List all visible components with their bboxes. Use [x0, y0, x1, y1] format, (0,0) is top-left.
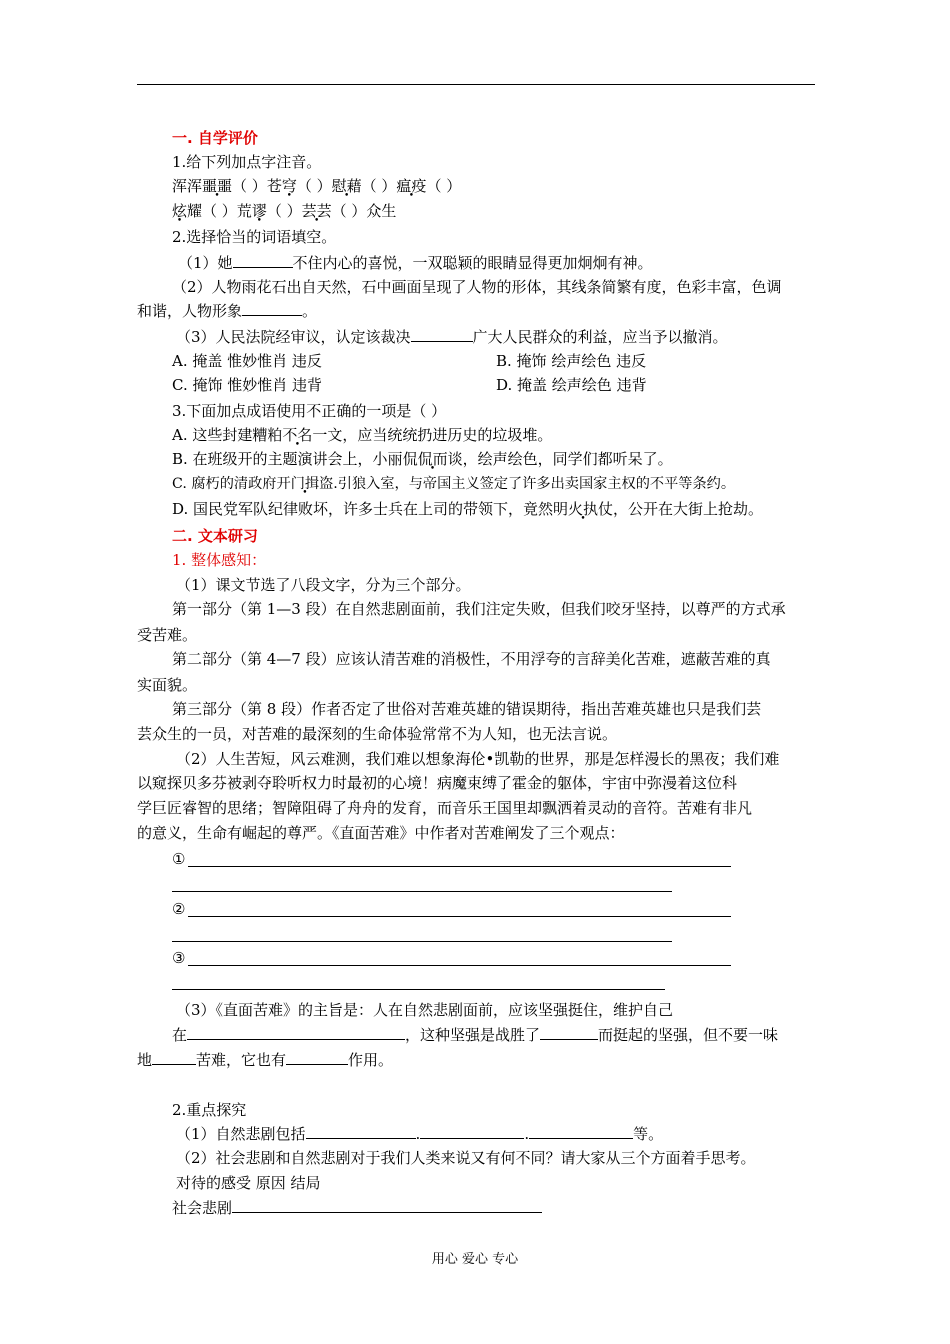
key-question-2-headers: 对待的感受 原因 结局	[176, 1174, 321, 1192]
q2-s2-line2: 和谐，人物形象 。	[137, 302, 318, 320]
page-footer: 用心 爱心 专心	[431, 1252, 519, 1267]
q2-title: 2.选择恰当的词语填空。	[172, 228, 337, 246]
subsection-key: 2.重点探究	[172, 1101, 247, 1119]
social-tragedy-row: 社会悲剧	[172, 1198, 542, 1218]
para-2-line2: 以窥探贝多芬被剥夺聆听权力时最初的心境！病魔束缚了霍金的躯体，宇宙中弥漫着这位科	[137, 774, 738, 792]
q3-option-c: C. 腐朽的清政府开门揖盗.引狼入室，与帝国主义签定了许多出卖国家主权的不平等条约。	[172, 476, 736, 492]
q2-option-d: D. 掩盖 绘声绘色 违背	[496, 376, 647, 394]
q3-option-a: A. 这些封建糟粕不名一文 •，应当统统扔进历史的垃圾堆。	[172, 425, 552, 445]
key-question-1: （1）自然悲剧包括 . . 等。	[176, 1125, 664, 1143]
q2-s3: （3）人民法院经审议，认定该裁决 广大人民群众的利益，应当予以撤消。	[176, 328, 728, 346]
viewpoint-3-marker: ③	[172, 949, 186, 967]
q2-option-b: B. 掩饰 绘声绘色 违反	[496, 352, 647, 370]
q3-option-d: D. 国民党军队纪律败坏，许多士兵在上司的带领下，竟然明火执仗，公开在大街上抢劫。	[172, 500, 764, 518]
q1-line2: 炫耀（ ）荒谬（ ）芸芸（ ）众生	[172, 202, 397, 220]
para-2-line4: 的意义，生命有崛起的尊严。《直面苦难》中作者对苦难阐发了三个观点：	[137, 824, 625, 842]
q2-option-a: A. 掩盖 惟妙惟肖 违反	[172, 352, 322, 370]
section2-heading: 二. 文本研习	[172, 527, 258, 545]
viewpoint-2-blank-2	[172, 941, 672, 942]
part2-line1: 第二部分（第 4—7 段）应该认清苦难的消极性，不用浮夸的言辞美化苦难，遮蔽苦难的真	[172, 650, 771, 668]
viewpoint-3-blank-2	[172, 989, 665, 990]
para-3-line3: 地 苦难，它也有 作用。	[137, 1051, 394, 1069]
viewpoint-1-blank-2	[172, 891, 672, 892]
part1-line1: 第一部分（第 1—3 段）在自然悲剧面前，我们注定失败，但我们咬牙坚持，以尊严的方式承	[172, 600, 786, 618]
viewpoint-1-marker: ①	[172, 850, 186, 868]
part3-line2: 芸众生的一员，对苦难的最深刻的生命体验常常不为人知，也无法言说。	[137, 725, 618, 743]
q1-line1: 浑浑噩噩（ ）苍穹（ ）慰藉（ ）瘟疫（ ）	[172, 177, 462, 195]
q2-option-c: C. 掩饰 惟妙惟肖 违背	[172, 376, 323, 394]
para-3-line1: （3）《直面苦难》的主旨是：人在自然悲剧面前，应该坚强挺住，维护自己	[176, 1001, 674, 1019]
subsection-overall: 1. 整体感知：	[172, 551, 267, 569]
q3-title: 3.下面加点成语使用不正确的一项是（ ）	[172, 402, 447, 420]
part1-line2: 受苦难。	[137, 626, 198, 644]
para-1: （1）课文节选了八段文字，分为三个部分。	[176, 576, 471, 594]
part3-line1: 第三部分（第 8 段）作者否定了世俗对苦难英雄的错误期待，指出苦难英雄也只是我们芸	[172, 700, 762, 718]
header-rule	[137, 84, 815, 85]
viewpoint-2-blank	[188, 916, 731, 917]
q2-s2-line1: （2）人物雨花石出自天然，石中画面呈现了人物的形体，其线条简繁有度，色彩丰富，色调	[172, 278, 782, 296]
para-3-line2: 在 ，这种坚强是战胜了 而挺起的坚强，但不要一味	[172, 1026, 779, 1044]
viewpoint-3-blank	[188, 965, 731, 966]
part2-line2: 实面貌。	[137, 676, 198, 694]
para-2-line1: （2）人生苦短，风云难测，我们难以想象海伦•凯勒的世界，那是怎样漫长的黑夜；我们难	[176, 750, 780, 768]
viewpoint-2-marker: ②	[172, 900, 186, 918]
section1-heading: 一. 自学评价	[172, 129, 258, 147]
q1-title: 1.给下列加点字注音。	[172, 153, 322, 171]
key-question-2: （2）社会悲剧和自然悲剧对于我们人类来说又有何不同？请大家从三个方面着手思考。	[176, 1149, 756, 1167]
viewpoint-1-blank	[188, 866, 731, 867]
q2-s1: （1）她 不住内心的喜悦，一双聪颖的眼睛显得更加炯炯有神。	[178, 254, 653, 272]
q3-option-b: B. 在班级开的主题演讲会上，小丽侃侃而谈，绘声绘色，同学们都听呆了。	[172, 450, 673, 468]
para-2-line3: 学巨匠睿智的思绪；智障阻碍了舟舟的发育，而音乐王国里却飘洒着灵动的音符。苦难有非凡	[137, 799, 753, 817]
